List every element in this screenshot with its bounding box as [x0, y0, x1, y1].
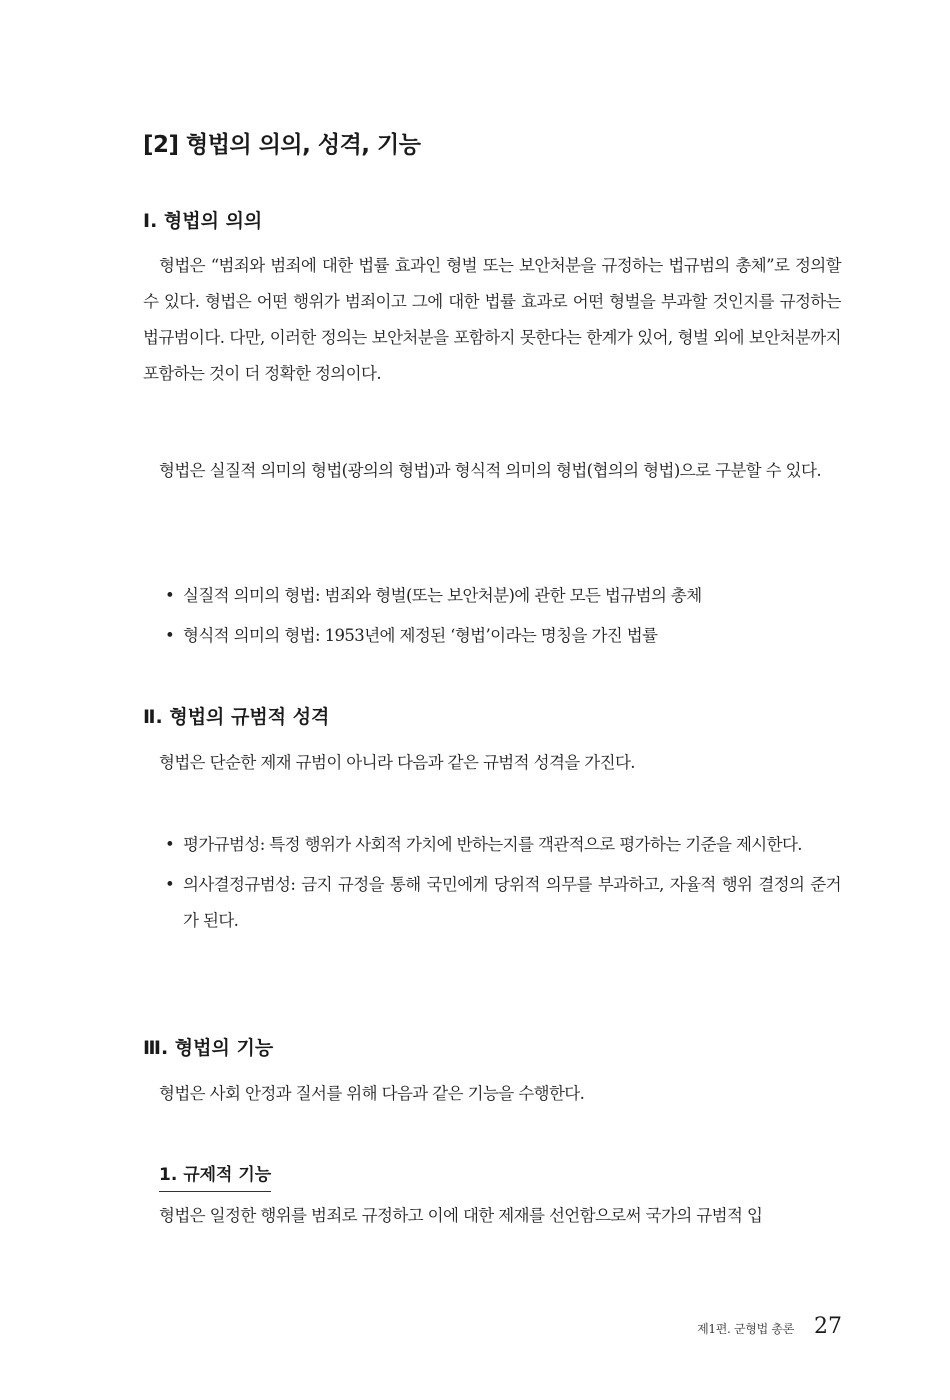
section1-paragraph-1: 형법은 “범죄와 범죄에 대한 법률 효과인 형벌 또는 보안처분을 규정하는 법규범의 총체”로 정의할 수 있다. 형법은 어떤 행위가 범죄이고 그에 대한 법률 효과로 어떤 형벌을 부과할 것인지를 규정하는 법규범이다. 다만, 이러한 정의는 보안처분을 포함하지 못한다는 한계가 있어, 형벌 외에 보안처분까지 포함하는 것이 더 정확한 정의이다. [143, 256, 841, 383]
section-heading-2: Ⅱ. 형법의 규범적 성격 [143, 706, 330, 728]
list-item-text: 실질적 의미의 형법: 범죄와 형벌(또는 보안처분)에 관한 모든 법규범의 총체 [183, 586, 702, 605]
section3-paragraph-1: 형법은 사회 안정과 질서를 위해 다음과 같은 기능을 수행한다. [159, 1084, 585, 1103]
bullet-icon: • [165, 626, 175, 645]
section3-paragraph-2: 형법은 일정한 행위를 범죄로 규정하고 이에 대한 제재를 선언함으로써 국가의 규범적 입 [159, 1206, 763, 1225]
bullet-icon: • [165, 586, 175, 605]
chapter-title: [2] 형법의 의의, 성격, 기능 [143, 132, 421, 158]
list-item-text: 평가규범성: 특정 행위가 사회적 가치에 반하는지를 객관적으로 평가하는 기준을 제시한다. [183, 835, 802, 854]
document-page [143, 0, 843, 1400]
list-item [165, 867, 841, 939]
list-item [165, 578, 841, 614]
footer-text: 제1편. 군형법 총론 [697, 1322, 794, 1336]
section-heading-1: Ⅰ. 형법의 의의 [143, 210, 263, 232]
section2-bullet-list [165, 827, 841, 943]
page-footer [697, 1314, 842, 1339]
sub-heading: 1. 규제적 기능 [159, 1160, 271, 1192]
list-item-text: 의사결정규범성: 금지 규정을 통해 국민에게 당위적 의무를 부과하고, 자율적 행위 결정의 준거가 된다. [183, 875, 841, 930]
section1-bullet-list [165, 578, 841, 658]
bullet-icon: • [165, 875, 175, 894]
section1-paragraph-2: 형법은 실질적 의미의 형법(광의의 형법)과 형식적 의미의 형법(협의의 형법)으로 구분할 수 있다. [159, 461, 821, 480]
list-item [165, 618, 841, 654]
list-item [165, 827, 841, 863]
section-heading-3: Ⅲ. 형법의 기능 [143, 1037, 274, 1059]
page-number: 27 [814, 1314, 842, 1339]
section2-paragraph-1: 형법은 단순한 제재 규범이 아니라 다음과 같은 규범적 성격을 가진다. [159, 753, 635, 772]
list-item-text: 형식적 의미의 형법: 1953년에 제정된 ‘형법’이라는 명칭을 가진 법률 [183, 626, 658, 645]
bullet-icon: • [165, 835, 175, 854]
